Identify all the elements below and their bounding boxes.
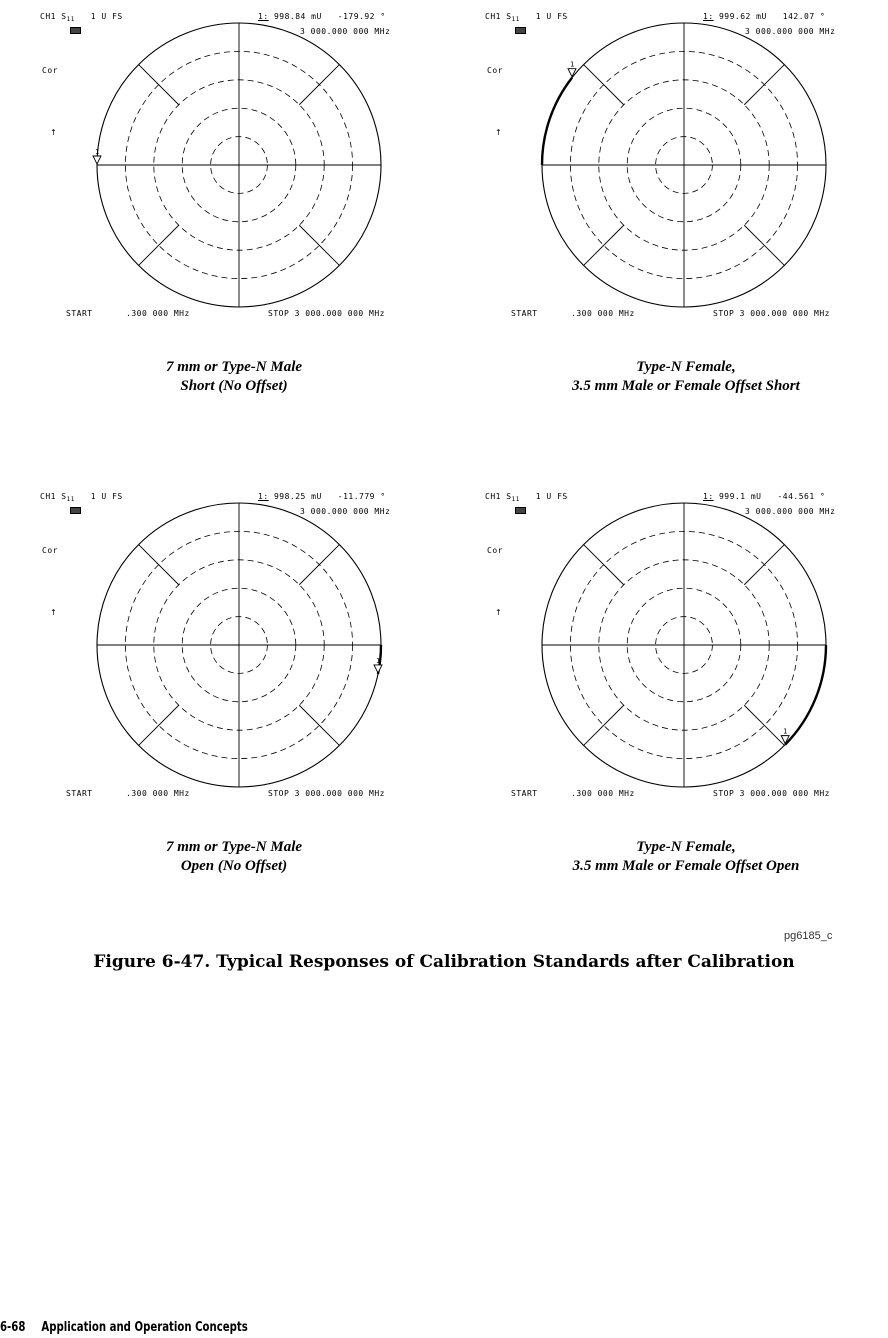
caption-line-1: Type-N Female, [636, 839, 736, 855]
reference-arrow-icon: ↑ [495, 608, 502, 617]
marker-magnitude: 998.25 mU [273, 492, 322, 501]
caption-line-2: Short (No Offset) [180, 378, 288, 394]
channel-label: CH1 [40, 12, 56, 21]
page-number: 6-68 [0, 1320, 26, 1335]
caption-line-2: Open (No Offset) [180, 858, 288, 874]
correction-indicator: Cor [42, 546, 58, 555]
start-label: START [511, 309, 538, 318]
polar-chart [485, 490, 885, 800]
polar-spoke [299, 705, 339, 745]
stop-frequency: STOP 3 000.000 000 MHz [268, 309, 385, 318]
parameter-subscript: 11 [66, 16, 75, 23]
marker-label: 1: [703, 12, 714, 21]
measurement-trace [542, 78, 572, 165]
channel-label: CH1 [40, 492, 56, 501]
marker-magnitude: 999.1 mU [718, 492, 762, 501]
polar-plot-panel [40, 10, 440, 320]
parameter-name: S [506, 492, 512, 501]
channel-label: CH1 [485, 492, 501, 501]
figure-title: Figure 6-47. Typical Responses of Calibration Standards after Calibration [93, 952, 795, 972]
polar-spoke [584, 65, 624, 105]
polar-spoke [744, 545, 784, 585]
marker-magnitude: 999.62 mU [718, 12, 767, 21]
scale-label: 1 U FS [535, 492, 568, 501]
polar-spoke [584, 545, 624, 585]
marker-angle: -11.779 ° [337, 492, 386, 501]
svg-text:1: 1 [376, 656, 381, 665]
plot-caption [486, 358, 886, 396]
page-footer [0, 1320, 248, 1335]
caption-line-1: 7 mm or Type-N Male [165, 839, 303, 855]
correction-indicator: Cor [42, 66, 58, 75]
marker-angle: -179.92 ° [337, 12, 386, 21]
svg-text:1: 1 [783, 727, 788, 736]
svg-text:1: 1 [95, 148, 100, 156]
svg-text:1: 1 [569, 60, 575, 69]
channel-label: CH1 [485, 12, 501, 21]
polar-chart [40, 10, 440, 320]
section-title: Application and Operation Concepts [41, 1320, 248, 1335]
parameter-subscript: 11 [66, 496, 75, 503]
scale-label: 1 U FS [90, 492, 123, 501]
polar-plot-panel [485, 10, 885, 320]
correction-indicator: Cor [487, 546, 503, 555]
scale-label: 1 U FS [535, 12, 568, 21]
polar-chart [40, 490, 440, 800]
plot-caption [34, 838, 434, 876]
parameter-name: S [61, 12, 67, 21]
parameter-subscript: 11 [511, 496, 520, 503]
caption-line-2: 3.5 mm Male or Female Offset Short [572, 378, 800, 394]
stop-frequency: STOP 3 000.000 000 MHz [268, 789, 385, 798]
marker-magnitude: 998.84 mU [273, 12, 322, 21]
correction-indicator: Cor [487, 66, 503, 75]
start-frequency: .300 000 MHz [126, 789, 190, 798]
start-label: START [66, 789, 93, 798]
marker-1-icon [93, 148, 101, 164]
polar-spoke [584, 225, 624, 265]
figure-id: pg6185_c [784, 930, 833, 942]
start-frequency: .300 000 MHz [571, 789, 635, 798]
polar-spoke [744, 225, 784, 265]
marker-label: 1: [703, 492, 714, 501]
marker-angle: 142.07 ° [782, 12, 826, 21]
polar-spoke [139, 545, 179, 585]
polar-spoke [299, 545, 339, 585]
scale-label: 1 U FS [90, 12, 123, 21]
polar-spoke [299, 65, 339, 105]
polar-plot-panel [485, 490, 885, 800]
marker-frequency: 3 000.000 000 MHz [745, 27, 836, 36]
polar-spoke [744, 65, 784, 105]
stop-frequency: STOP 3 000.000 000 MHz [713, 309, 830, 318]
polar-spoke [139, 705, 179, 745]
marker-frequency: 3 000.000 000 MHz [745, 507, 836, 516]
plot-caption [486, 838, 886, 876]
polar-spoke [139, 225, 179, 265]
reference-arrow-icon: ↑ [50, 608, 57, 617]
start-frequency: .300 000 MHz [126, 309, 190, 318]
caption-line-1: Type-N Female, [636, 359, 736, 375]
caption-line-2: 3.5 mm Male or Female Offset Open [572, 858, 800, 874]
caption-line-1: 7 mm or Type-N Male [165, 359, 303, 375]
marker-angle: -44.561 ° [777, 492, 826, 501]
polar-plot-panel [40, 490, 440, 800]
polar-spoke [744, 705, 784, 745]
marker-label: 1: [258, 12, 269, 21]
stop-frequency: STOP 3 000.000 000 MHz [713, 789, 830, 798]
polar-spoke [139, 65, 179, 105]
reference-arrow-icon: ↑ [50, 128, 57, 137]
plot-caption [34, 358, 434, 396]
reference-arrow-icon: ↑ [495, 128, 502, 137]
marker-label: 1: [258, 492, 269, 501]
polar-spoke [584, 705, 624, 745]
start-label: START [511, 789, 538, 798]
parameter-name: S [61, 492, 67, 501]
parameter-name: S [506, 12, 512, 21]
start-frequency: .300 000 MHz [571, 309, 635, 318]
marker-frequency: 3 000.000 000 MHz [300, 507, 391, 516]
parameter-subscript: 11 [511, 16, 520, 23]
start-label: START [66, 309, 93, 318]
polar-spoke [299, 225, 339, 265]
marker-frequency: 3 000.000 000 MHz [300, 27, 391, 36]
measurement-trace [785, 645, 826, 745]
polar-chart [485, 10, 885, 320]
